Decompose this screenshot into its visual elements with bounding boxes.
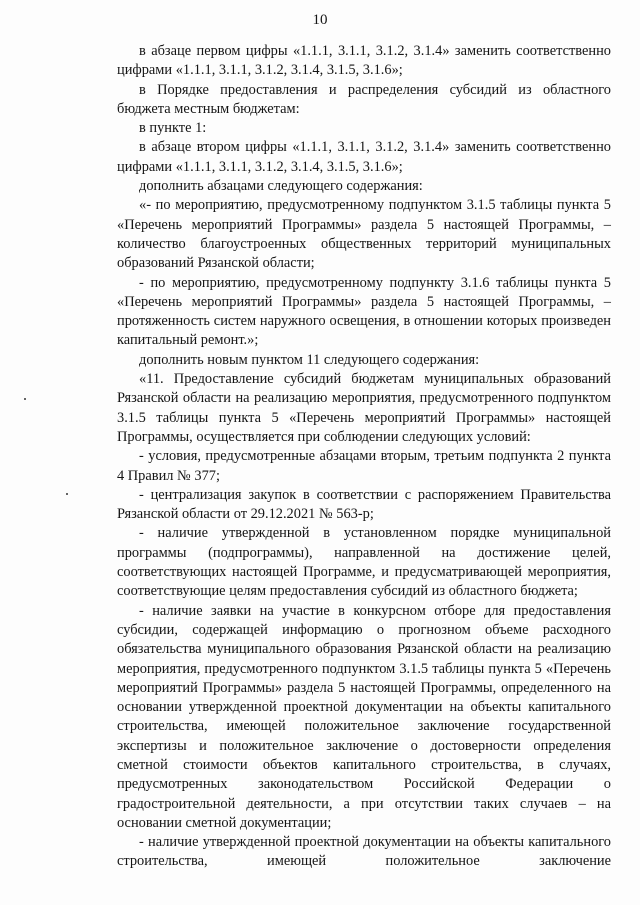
paragraph-12: - наличие утвержденной в установленном порядке муниципальной программы (подпрограммы), направленной на достижение целей, соответствующих настоящей Программе, и предусматривающей мероприятия, соответствующие целям предоставления субсидий из областного бюджета; <box>117 525 611 600</box>
paragraph-10: - условия, предусмотренные абзацами вторым, третьим подпункта 2 пункта 4 Правил № 377; <box>117 448 611 484</box>
paragraph-8: дополнить новым пунктом 11 следующего содержания: <box>139 351 480 368</box>
paragraph-4: в абзаце втором цифры «1.1.1, 3.1.1, 3.1.2, 3.1.4» заменить соответственно цифрами «1.1.1, 3.1.1, 3.1.2, 3.1.4, 3.1.5, 3.1.6»; <box>117 139 611 175</box>
paragraph-1: в абзаце первом цифры «1.1.1, 3.1.1, 3.1.2, 3.1.4» заменить соответственно цифрами «1.1.1, 3.1.1, 3.1.2, 3.1.4, 3.1.5, 3.1.6»; <box>117 43 611 79</box>
scan-speck <box>24 398 26 400</box>
paragraph-9: «11. Предоставление субсидий бюджетам муниципальных образований Рязанской области на реализацию мероприятия, предусмотренного подпунктом 3.1.5 таблицы пункта 5 «Перечень мероприятий Программы» настоящей Программы, осуществляется при соблюдении следующих условий: <box>117 371 611 445</box>
paragraph-6: «- по мероприятию, предусмотренному подпунктом 3.1.5 таблицы пункта 5 «Перечень мероприятий Программы» раздела 5 настоящей Программы, – количество благоустроенных общественных территорий муниципальных образований Рязанской области; <box>117 197 611 272</box>
paragraph-14: - наличие утвержденной проектной документации на объекты капитального строительства, имеющей положительное заключение <box>117 834 611 870</box>
paragraph-5: дополнить абзацами следующего содержания: <box>139 178 423 195</box>
page-number: 10 <box>312 12 328 28</box>
scan-speck <box>66 493 68 495</box>
paragraph-7: - по мероприятию, предусмотренному подпункту 3.1.6 таблицы пункта 5 «Перечень мероприятий Программы» раздела 5 настоящей Программы, – протяженность систем наружного освещения, в отношении которых произведен капитальный ремонт.»; <box>117 274 611 349</box>
document-body <box>117 42 611 872</box>
paragraph-3: в пункте 1: <box>139 120 207 137</box>
paragraph-2: в Порядке предоставления и распределения субсидий из областного бюджета местным бюджетам: <box>117 81 611 117</box>
paragraph-13: - наличие заявки на участие в конкурсном отборе для предоставления субсидии, содержащей информацию о прогнозном объеме расходного обязательства муниципального образования Рязанской области на реализацию мероприятия, предусмотренного подпунктом 3.1.5 таблицы пункта 5 «Перечень мероприятий Программы» раздела 5 настоящей Программы, определенного на основании утвержденной проектной документации на объекты капитального строительства, имеющей положительное заключение государственной экспертизы и положительное заключение о достоверности определения сметной стоимости объектов капитального строительства, в случаях, предусмотренных законодательством Российской Федерации о градостроительной деятельности, а при отсутствии таких случаев – на основании сметной документации; <box>117 602 611 831</box>
paragraph-11: - централизация закупок в соответствии с распоряжением Правительства Рязанской области от 29.12.2021 № 563-р; <box>117 486 611 523</box>
